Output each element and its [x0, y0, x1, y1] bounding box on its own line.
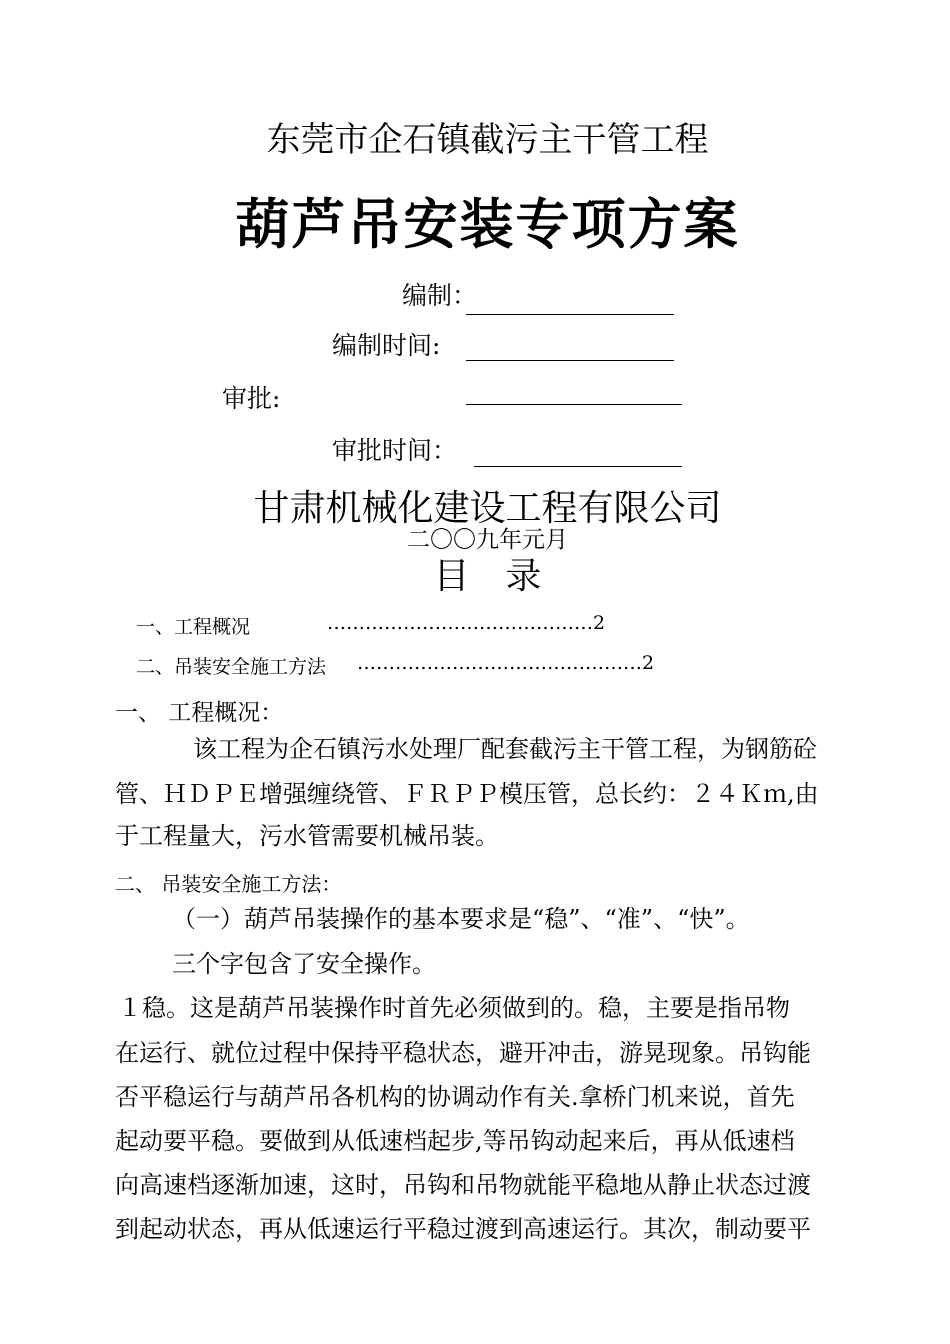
section-2-line-6: 到起动状态，再从低速运行平稳过渡到高速运行。其次，制动要平: [115, 1215, 811, 1243]
section-2-line-1: １稳。这是葫芦吊装操作时首先必须做到的。稳，主要是指吊物: [118, 994, 790, 1022]
company-name: 甘肃机械化建设工程有限公司: [253, 488, 722, 529]
signature-label-approve-time: 审批时间：: [332, 436, 458, 465]
section-1-heading: 一、 工程概况：: [115, 700, 284, 726]
document-date: 二〇〇九年元月: [407, 527, 568, 553]
toc-heading: 目 录: [433, 556, 542, 597]
signature-label-compiler: 编制：: [402, 281, 478, 310]
signature-label-approver: 审批:: [222, 384, 281, 413]
signature-line-approve-time: [474, 466, 682, 467]
project-subtitle: 东莞市企石镇截污主干管工程: [266, 120, 709, 160]
section-1-line-2: 管、ＨＤＰＥ增强缠绕管、ＦＲＰＰ模压管，总长约：２４Ｋｍ,由: [115, 780, 819, 808]
document-title: 葫芦吊安装专项方案: [235, 193, 740, 256]
section-2-line-2: 在运行、就位过程中保持平稳状态，避开冲击，游晃现象。吊钩能: [115, 1039, 811, 1067]
signature-line-approver: [466, 404, 682, 405]
section-2-line-5: 向高速档逐渐加速，这时，吊钩和吊物就能平稳地从静止状态过渡: [115, 1171, 811, 1199]
signature-line-compiler: [466, 314, 674, 315]
signature-line-compile-time: [466, 360, 674, 361]
toc-item-2-title: 二、吊装安全施工方法: [136, 656, 327, 678]
section-2-intro: （一）葫芦吊装操作的基本要求是“稳”、“准”、“快”。: [172, 905, 750, 933]
signature-label-compile-time: 编制时间:: [332, 331, 441, 360]
section-1-line-1: 该工程为企石镇污水处理厂配套截污主干管工程，为钢筋砼: [193, 735, 817, 763]
section-2-heading: 二、 吊装安全施工方法：: [115, 872, 342, 896]
section-1-line-3: 于工程量大，污水管需要机械吊装。: [115, 822, 499, 850]
toc-item-1-leader: ……………………………………2: [327, 612, 606, 634]
toc-item-1-title: 一、工程概况: [136, 616, 251, 638]
section-2-intro-2: 三个字包含了安全操作。: [172, 950, 436, 978]
toc-item-2-leader: ………………………………………2: [357, 652, 655, 674]
section-2-line-4: 起动要平稳。要做到从低速档起步,等吊钩动起来后，再从低速档: [115, 1127, 795, 1155]
section-2-line-3: 否平稳运行与葫芦吊各机构的协调动作有关.拿桥门机来说，首先: [115, 1083, 795, 1111]
